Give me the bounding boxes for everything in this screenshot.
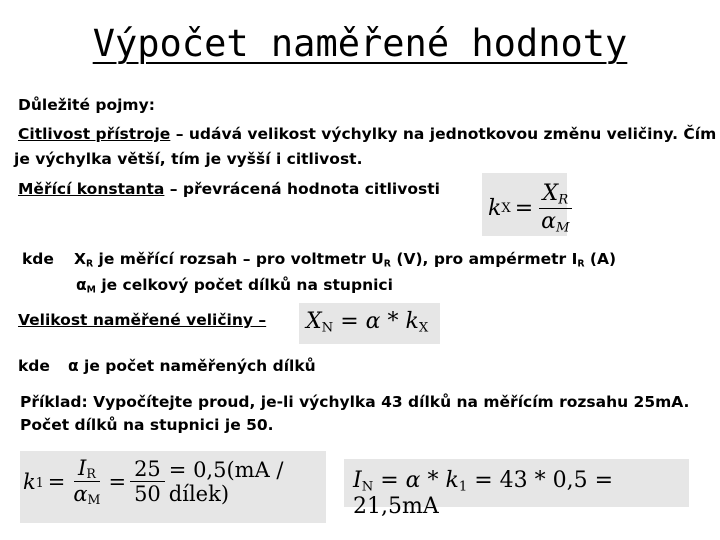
alpha-m-sub: M — [86, 284, 96, 296]
in-k-sub: 1 — [458, 479, 468, 495]
kx-num: X — [542, 181, 559, 206]
in-expr: = α * k — [373, 468, 459, 493]
k1-num2: 25 — [130, 458, 165, 482]
kx-num-sub: R — [558, 192, 569, 208]
kx-eq: = — [514, 196, 534, 222]
example-line-2: Počet dílků na stupnici je 50. — [20, 416, 274, 434]
sensitivity-definition: udává velikost výchylky na jednotkovou změnu veličiny. Čím — [183, 125, 717, 143]
where1-xr-line — [74, 250, 616, 269]
ur-sub: R — [383, 258, 391, 270]
formula-kx-box — [482, 173, 570, 236]
xn-star: * — [387, 309, 399, 334]
formula-xn-box — [299, 303, 440, 344]
xn-eq: = — [340, 309, 359, 334]
formula-xn — [306, 309, 428, 335]
kx-den: α — [541, 208, 557, 234]
constant-line — [18, 180, 440, 198]
k1-den1-sub: M — [87, 492, 101, 508]
kx-den-sub: M — [556, 220, 570, 236]
k1-num1: I — [78, 456, 87, 480]
measured-line — [18, 311, 266, 329]
where1-label: kde — [22, 250, 54, 268]
alpha-m-text: je celkový počet dílků na stupnici — [95, 276, 393, 294]
k1-result: = 0,5(mA / dílek) — [168, 458, 284, 507]
k1-eq2: = — [108, 470, 127, 495]
xr-text: je měřící rozsah – pro voltmetr U — [93, 250, 384, 268]
k1-den2: 50 — [134, 482, 161, 507]
xn-k-sub: X — [418, 320, 429, 336]
where2-alpha: α — [68, 357, 79, 375]
xr-sub: R — [85, 258, 94, 270]
xn-alpha: α — [365, 309, 381, 334]
xr-text-2: (V), pro ampérmetr I — [390, 250, 578, 268]
k1-eq1: = — [47, 470, 66, 495]
xn-k: k — [405, 309, 419, 334]
kx-fraction — [537, 182, 573, 235]
xr-text-3: (A) — [584, 250, 617, 268]
where2-text: je počet naměřených dílků — [78, 357, 316, 375]
alpha-m-symbol: α — [76, 276, 87, 294]
k1-num1-sub: R — [86, 466, 96, 482]
where2-line — [68, 357, 316, 375]
in-result: = 43 * 0,5 = 21,5mA — [353, 468, 614, 520]
xn-lhs: X — [306, 309, 322, 334]
ir-sub: R — [577, 258, 585, 270]
k1-fraction-1 — [69, 457, 104, 508]
measured-term: Velikost naměřené veličiny — [18, 311, 253, 329]
sensitivity-dash: – — [175, 125, 184, 143]
example-line-1: Příklad: Vypočítejte proud, je-li výchylka 43 dílků na měřícím rozsahu 25mA. — [20, 393, 690, 411]
kx-lhs-sub: X — [501, 201, 511, 217]
xn-lhs-sub: N — [321, 320, 334, 336]
formula-in-box — [344, 459, 689, 520]
where2-label: kde — [18, 357, 50, 375]
in-lhs: I — [353, 468, 362, 493]
formula-kx — [488, 182, 574, 235]
sensitivity-line-2: je výchylka větší, tím je vyšší i citlivost. — [14, 150, 363, 168]
k1-fraction-2 — [130, 458, 165, 506]
xr-symbol: X — [74, 250, 86, 268]
k1-lhs-sub: 1 — [35, 474, 44, 490]
measured-dash: – — [253, 311, 267, 329]
sensitivity-term: Citlivost přístroje — [18, 125, 171, 143]
k1-den1: α — [73, 481, 88, 506]
kx-lhs: k — [488, 196, 502, 222]
formula-in — [353, 468, 689, 519]
constant-definition: – převrácená hodnota citlivosti — [164, 180, 440, 198]
in-lhs-sub: N — [361, 479, 374, 495]
sensitivity-line-1 — [18, 125, 716, 143]
formula-k1 — [23, 457, 326, 508]
where1-alpha-line — [76, 276, 393, 295]
k1-lhs: k — [23, 470, 36, 495]
constant-term: Měřící konstanta — [18, 180, 165, 198]
important-terms-heading: Důležité pojmy: — [18, 96, 155, 114]
formula-k1-box — [20, 451, 326, 523]
page-title: Výpočet naměřené hodnoty — [92, 22, 628, 65]
